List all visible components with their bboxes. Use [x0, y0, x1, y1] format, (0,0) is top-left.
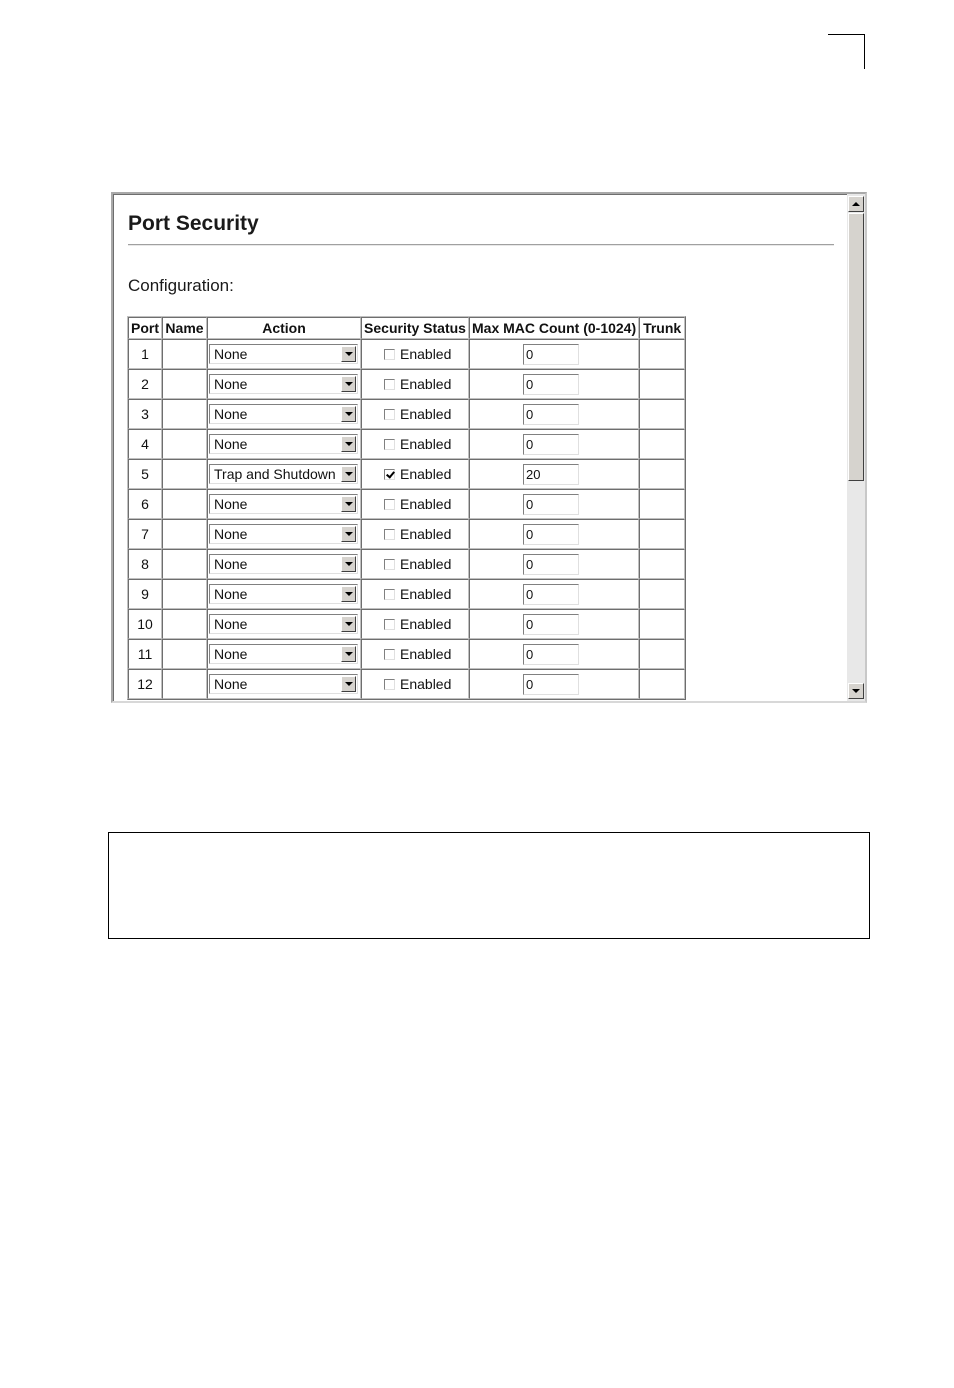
- max-mac-cell: [469, 399, 639, 429]
- security-enabled-checkbox[interactable]: [384, 619, 395, 630]
- port-number: 1: [128, 339, 162, 369]
- action-select-value: None: [214, 526, 248, 542]
- security-status-cell: [361, 579, 469, 609]
- action-cell: [207, 339, 361, 369]
- port-name: [162, 549, 207, 579]
- header-security-status: Security Status: [361, 317, 469, 339]
- action-cell: [207, 609, 361, 639]
- trunk-cell: [639, 459, 685, 489]
- max-mac-count-input[interactable]: 0: [523, 524, 579, 545]
- max-mac-count-input[interactable]: 0: [523, 404, 579, 425]
- max-mac-cell: [469, 369, 639, 399]
- security-enabled-label: Enabled: [400, 586, 452, 602]
- header-trunk: Trunk: [639, 317, 685, 339]
- port-name: [162, 489, 207, 519]
- security-enabled-label: Enabled: [400, 466, 452, 482]
- table-row: [128, 609, 685, 639]
- security-enabled-checkbox[interactable]: [384, 469, 395, 480]
- max-mac-count-input[interactable]: 0: [523, 374, 579, 395]
- action-select-value: None: [214, 346, 248, 362]
- port-security-window: [111, 192, 867, 703]
- chevron-down-icon[interactable]: [341, 436, 356, 452]
- empty-note-box: [108, 832, 870, 939]
- max-mac-cell: [469, 459, 639, 489]
- action-cell: [207, 489, 361, 519]
- chevron-down-icon[interactable]: [341, 646, 356, 662]
- security-enabled-label: Enabled: [400, 616, 452, 632]
- table-row: [128, 639, 685, 669]
- trunk-cell: [639, 609, 685, 639]
- security-enabled-checkbox[interactable]: [384, 349, 395, 360]
- action-cell: [207, 369, 361, 399]
- table-row: [128, 579, 685, 609]
- action-select[interactable]: [209, 584, 358, 604]
- max-mac-count-input[interactable]: 0: [523, 674, 579, 695]
- port-name: [162, 609, 207, 639]
- scrollbar-thumb[interactable]: [848, 213, 864, 481]
- security-status-cell: [361, 669, 469, 699]
- security-enabled-checkbox[interactable]: [384, 439, 395, 450]
- table-row: [128, 429, 685, 459]
- port-security-table: [127, 316, 686, 700]
- trunk-cell: [639, 639, 685, 669]
- arrow-down-icon[interactable]: [848, 683, 864, 699]
- max-mac-cell: [469, 579, 639, 609]
- page-content: [113, 194, 847, 701]
- action-select[interactable]: [209, 554, 358, 574]
- trunk-cell: [639, 519, 685, 549]
- action-select-value: None: [214, 616, 248, 632]
- chevron-down-icon[interactable]: [341, 556, 356, 572]
- action-select[interactable]: [209, 464, 358, 484]
- security-enabled-checkbox[interactable]: [384, 499, 395, 510]
- trunk-cell: [639, 549, 685, 579]
- security-enabled-label: Enabled: [400, 496, 452, 512]
- table-row: [128, 369, 685, 399]
- port-number: 5: [128, 459, 162, 489]
- action-select-value: None: [214, 556, 248, 572]
- security-status-toggle[interactable]: [384, 436, 468, 452]
- action-cell: [207, 399, 361, 429]
- security-enabled-label: Enabled: [400, 526, 452, 542]
- port-number: 6: [128, 489, 162, 519]
- trunk-cell: [639, 339, 685, 369]
- trunk-cell: [639, 429, 685, 459]
- port-name: [162, 429, 207, 459]
- action-select-value: None: [214, 586, 248, 602]
- security-enabled-checkbox[interactable]: [384, 559, 395, 570]
- security-enabled-label: Enabled: [400, 556, 452, 572]
- action-select-value: Trap and Shutdown: [214, 466, 336, 482]
- table-row: [128, 489, 685, 519]
- chevron-down-icon[interactable]: [341, 526, 356, 542]
- action-select-value: None: [214, 676, 248, 692]
- security-enabled-checkbox[interactable]: [384, 649, 395, 660]
- port-name: [162, 669, 207, 699]
- trunk-cell: [639, 399, 685, 429]
- chevron-down-icon[interactable]: [341, 496, 356, 512]
- table-row: [128, 519, 685, 549]
- max-mac-cell: [469, 429, 639, 459]
- max-mac-count-input[interactable]: 0: [523, 344, 579, 365]
- security-status-toggle[interactable]: [384, 376, 468, 392]
- port-name: [162, 639, 207, 669]
- page-corner-mark: [828, 34, 865, 69]
- trunk-cell: [639, 579, 685, 609]
- port-name: [162, 579, 207, 609]
- action-select-value: None: [214, 646, 248, 662]
- max-mac-cell: [469, 519, 639, 549]
- action-select[interactable]: [209, 374, 358, 394]
- title-divider: [128, 244, 834, 246]
- action-cell: [207, 459, 361, 489]
- max-mac-cell: [469, 549, 639, 579]
- action-cell: [207, 519, 361, 549]
- max-mac-count-input[interactable]: 0: [523, 614, 579, 635]
- table-row: [128, 669, 685, 699]
- security-enabled-checkbox[interactable]: [384, 589, 395, 600]
- trunk-cell: [639, 369, 685, 399]
- trunk-cell: [639, 669, 685, 699]
- chevron-down-icon[interactable]: [341, 586, 356, 602]
- port-number: 11: [128, 639, 162, 669]
- port-name: [162, 369, 207, 399]
- action-select[interactable]: [209, 434, 358, 454]
- section-title: Configuration:: [128, 276, 234, 295]
- action-cell: [207, 549, 361, 579]
- page-title: Port Security: [128, 212, 259, 235]
- action-select[interactable]: [209, 674, 358, 694]
- security-status-toggle[interactable]: [384, 646, 468, 662]
- arrow-up-icon[interactable]: [848, 196, 864, 212]
- security-status-cell: [361, 339, 469, 369]
- port-number: 7: [128, 519, 162, 549]
- action-select[interactable]: [209, 644, 358, 664]
- action-select-value: None: [214, 406, 248, 422]
- max-mac-cell: [469, 669, 639, 699]
- max-mac-count-input[interactable]: 20: [523, 464, 579, 485]
- max-mac-count-input[interactable]: 0: [523, 554, 579, 575]
- chevron-down-icon[interactable]: [341, 466, 356, 482]
- security-status-toggle[interactable]: [384, 526, 468, 542]
- table-row: [128, 549, 685, 579]
- security-status-toggle[interactable]: [384, 586, 468, 602]
- trunk-cell: [639, 489, 685, 519]
- action-select[interactable]: [209, 614, 358, 634]
- security-status-cell: [361, 519, 469, 549]
- port-name: [162, 459, 207, 489]
- table-header-row: [128, 317, 685, 339]
- max-mac-count-input[interactable]: 0: [523, 644, 579, 665]
- table-row: [128, 459, 685, 489]
- security-enabled-label: Enabled: [400, 676, 452, 692]
- port-number: 4: [128, 429, 162, 459]
- security-status-cell: [361, 369, 469, 399]
- action-select[interactable]: [209, 404, 358, 424]
- security-status-toggle[interactable]: [384, 406, 468, 422]
- port-number: 12: [128, 669, 162, 699]
- chevron-down-icon[interactable]: [341, 376, 356, 392]
- security-enabled-checkbox[interactable]: [384, 379, 395, 390]
- table-row: [128, 399, 685, 429]
- security-status-toggle[interactable]: [384, 346, 468, 362]
- chevron-down-icon[interactable]: [341, 346, 356, 362]
- max-mac-cell: [469, 639, 639, 669]
- max-mac-count-input[interactable]: 0: [523, 494, 579, 515]
- security-enabled-checkbox[interactable]: [384, 679, 395, 690]
- header-max-mac-count: Max MAC Count (0-1024): [469, 317, 639, 339]
- security-status-toggle[interactable]: [384, 676, 468, 692]
- action-cell: [207, 669, 361, 699]
- security-status-toggle[interactable]: [384, 466, 468, 482]
- table-row: [128, 339, 685, 369]
- security-status-cell: [361, 489, 469, 519]
- port-name: [162, 339, 207, 369]
- max-mac-count-input[interactable]: 0: [523, 584, 579, 605]
- security-status-cell: [361, 639, 469, 669]
- chevron-down-icon[interactable]: [341, 406, 356, 422]
- port-number: 9: [128, 579, 162, 609]
- port-number: 10: [128, 609, 162, 639]
- security-status-cell: [361, 459, 469, 489]
- action-cell: [207, 579, 361, 609]
- security-enabled-checkbox[interactable]: [384, 529, 395, 540]
- security-status-toggle[interactable]: [384, 496, 468, 512]
- security-enabled-checkbox[interactable]: [384, 409, 395, 420]
- action-cell: [207, 429, 361, 459]
- security-enabled-label: Enabled: [400, 646, 452, 662]
- security-status-toggle[interactable]: [384, 556, 468, 572]
- port-name: [162, 519, 207, 549]
- action-select-value: None: [214, 436, 248, 452]
- security-status-cell: [361, 549, 469, 579]
- security-status-cell: [361, 429, 469, 459]
- max-mac-cell: [469, 609, 639, 639]
- action-select[interactable]: [209, 524, 358, 544]
- vertical-scrollbar[interactable]: [847, 194, 865, 701]
- max-mac-count-input[interactable]: 0: [523, 434, 579, 455]
- header-name: Name: [162, 317, 207, 339]
- header-action: Action: [207, 317, 361, 339]
- port-number: 2: [128, 369, 162, 399]
- chevron-down-icon[interactable]: [341, 616, 356, 632]
- action-cell: [207, 639, 361, 669]
- security-status-toggle[interactable]: [384, 616, 468, 632]
- security-status-cell: [361, 609, 469, 639]
- port-name: [162, 399, 207, 429]
- port-number: 8: [128, 549, 162, 579]
- max-mac-cell: [469, 339, 639, 369]
- action-select-value: None: [214, 496, 248, 512]
- security-enabled-label: Enabled: [400, 436, 452, 452]
- security-enabled-label: Enabled: [400, 346, 452, 362]
- header-port: Port: [128, 317, 162, 339]
- chevron-down-icon[interactable]: [341, 676, 356, 692]
- action-select[interactable]: [209, 344, 358, 364]
- max-mac-cell: [469, 489, 639, 519]
- table-body: [128, 339, 685, 699]
- security-enabled-label: Enabled: [400, 376, 452, 392]
- action-select[interactable]: [209, 494, 358, 514]
- security-enabled-label: Enabled: [400, 406, 452, 422]
- action-select-value: None: [214, 376, 248, 392]
- port-number: 3: [128, 399, 162, 429]
- security-status-cell: [361, 399, 469, 429]
